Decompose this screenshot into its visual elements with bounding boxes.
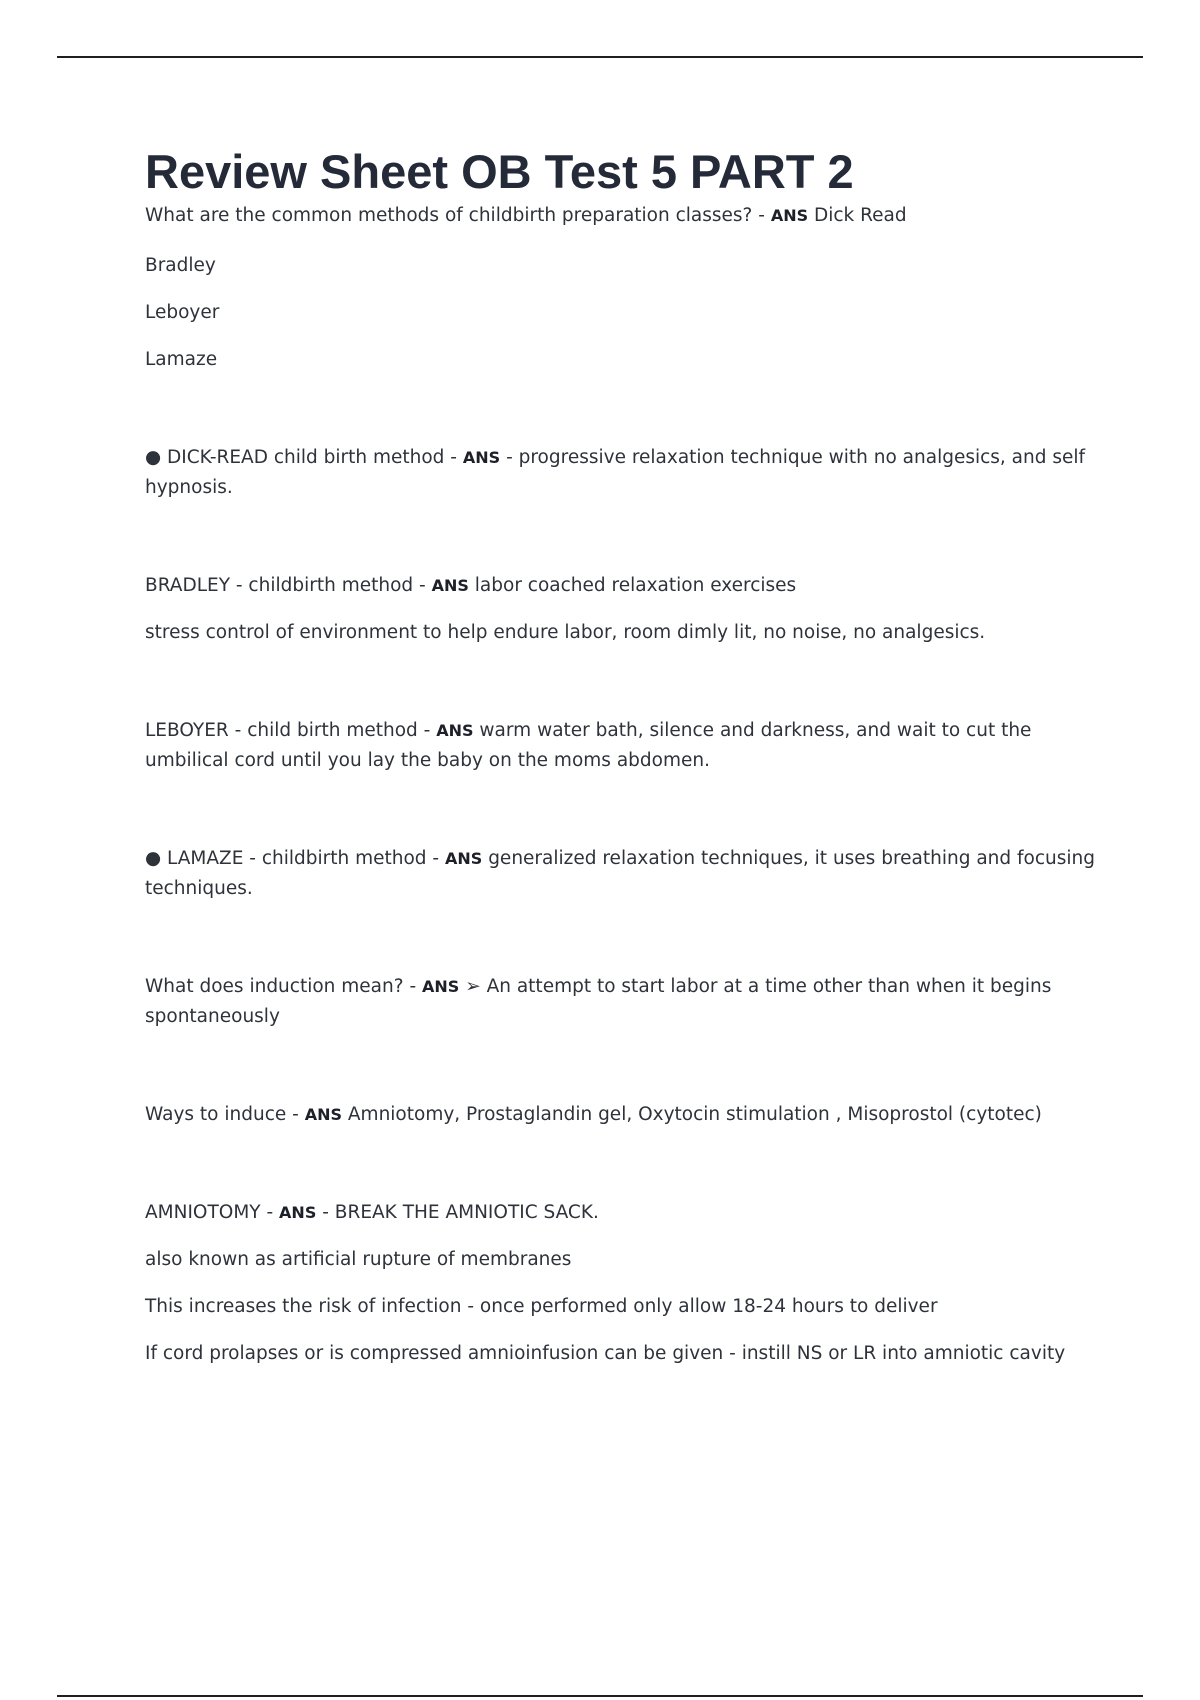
document-title: Review Sheet OB Test 5 PART 2 [145,145,854,198]
question-text: ● DICK-READ child birth method - [145,447,457,468]
ans-label: ANS [436,721,474,740]
qa-ways-to-induce [145,1100,1095,1130]
top-rule [57,56,1143,58]
ans-label: ANS [422,977,460,996]
qa-amniotomy [145,1198,1095,1228]
question-text: What does induction mean? - [145,976,417,997]
answer-line-bradley-detail: stress control of environment to help endure labor, room dimly lit, no noise, no analgesics. [145,622,986,643]
answer-line-amniotomy-prolapse: If cord prolapses or is compressed amnioinfusion can be given - instill NS or LR into amniotic cavity [145,1343,1066,1364]
qa-leboyer [145,716,1095,776]
answer-line-leboyer: Leboyer [145,302,220,323]
answer-text: Dick Read [814,205,907,226]
answer-line-amniotomy-risk: This increases the risk of infection - once performed only allow 18-24 hours to deliver [145,1296,938,1317]
ans-label: ANS [279,1203,317,1222]
qa-bradley [145,571,1095,601]
answer-text: - BREAK THE AMNIOTIC SACK. [322,1202,599,1223]
question-text: AMNIOTOMY - [145,1202,274,1223]
answer-text: generalized relaxation techniques, it uses breathing and focusing techniques. [145,848,1095,899]
answer-text: labor coached relaxation exercises [474,575,797,596]
question-text: Ways to induce - [145,1104,299,1125]
document-body [145,143,1095,1369]
question-text: LEBOYER - child birth method - [145,720,431,741]
qa-dick-read [145,443,1095,503]
answer-line-lamaze: Lamaze [145,349,218,370]
ans-label: ANS [770,206,809,225]
answer-line-amniotomy-aka: also known as artificial rupture of membranes [145,1249,572,1270]
ans-label: ANS [445,849,483,868]
answer-text: warm water bath, silence and darkness, and wait to cut the umbilical cord until you lay the baby on the moms abdomen. [145,720,1032,771]
answer-text: ➢ An attempt to start labor at a time other than when it begins spontaneously [145,976,1052,1027]
answer-text: Amniotomy, Prostaglandin gel, Oxytocin stimulation , Misoprostol (cytotec) [347,1104,1042,1125]
question-text: ● LAMAZE - childbirth method - [145,848,440,869]
answer-line-bradley: Bradley [145,255,216,276]
qa-induction [145,972,1095,1032]
question-text: What are the common methods of childbirth preparation classes? - [145,205,765,226]
qa-lamaze [145,844,1095,904]
qa-common-methods [145,201,1095,231]
ans-label: ANS [431,576,469,595]
ans-label: ANS [304,1105,342,1124]
answer-text: - progressive relaxation technique with no analgesics, and self hypnosis. [145,447,1086,498]
ans-label: ANS [462,448,501,467]
bottom-rule [57,1695,1143,1697]
question-text: BRADLEY - childbirth method - [145,575,426,596]
